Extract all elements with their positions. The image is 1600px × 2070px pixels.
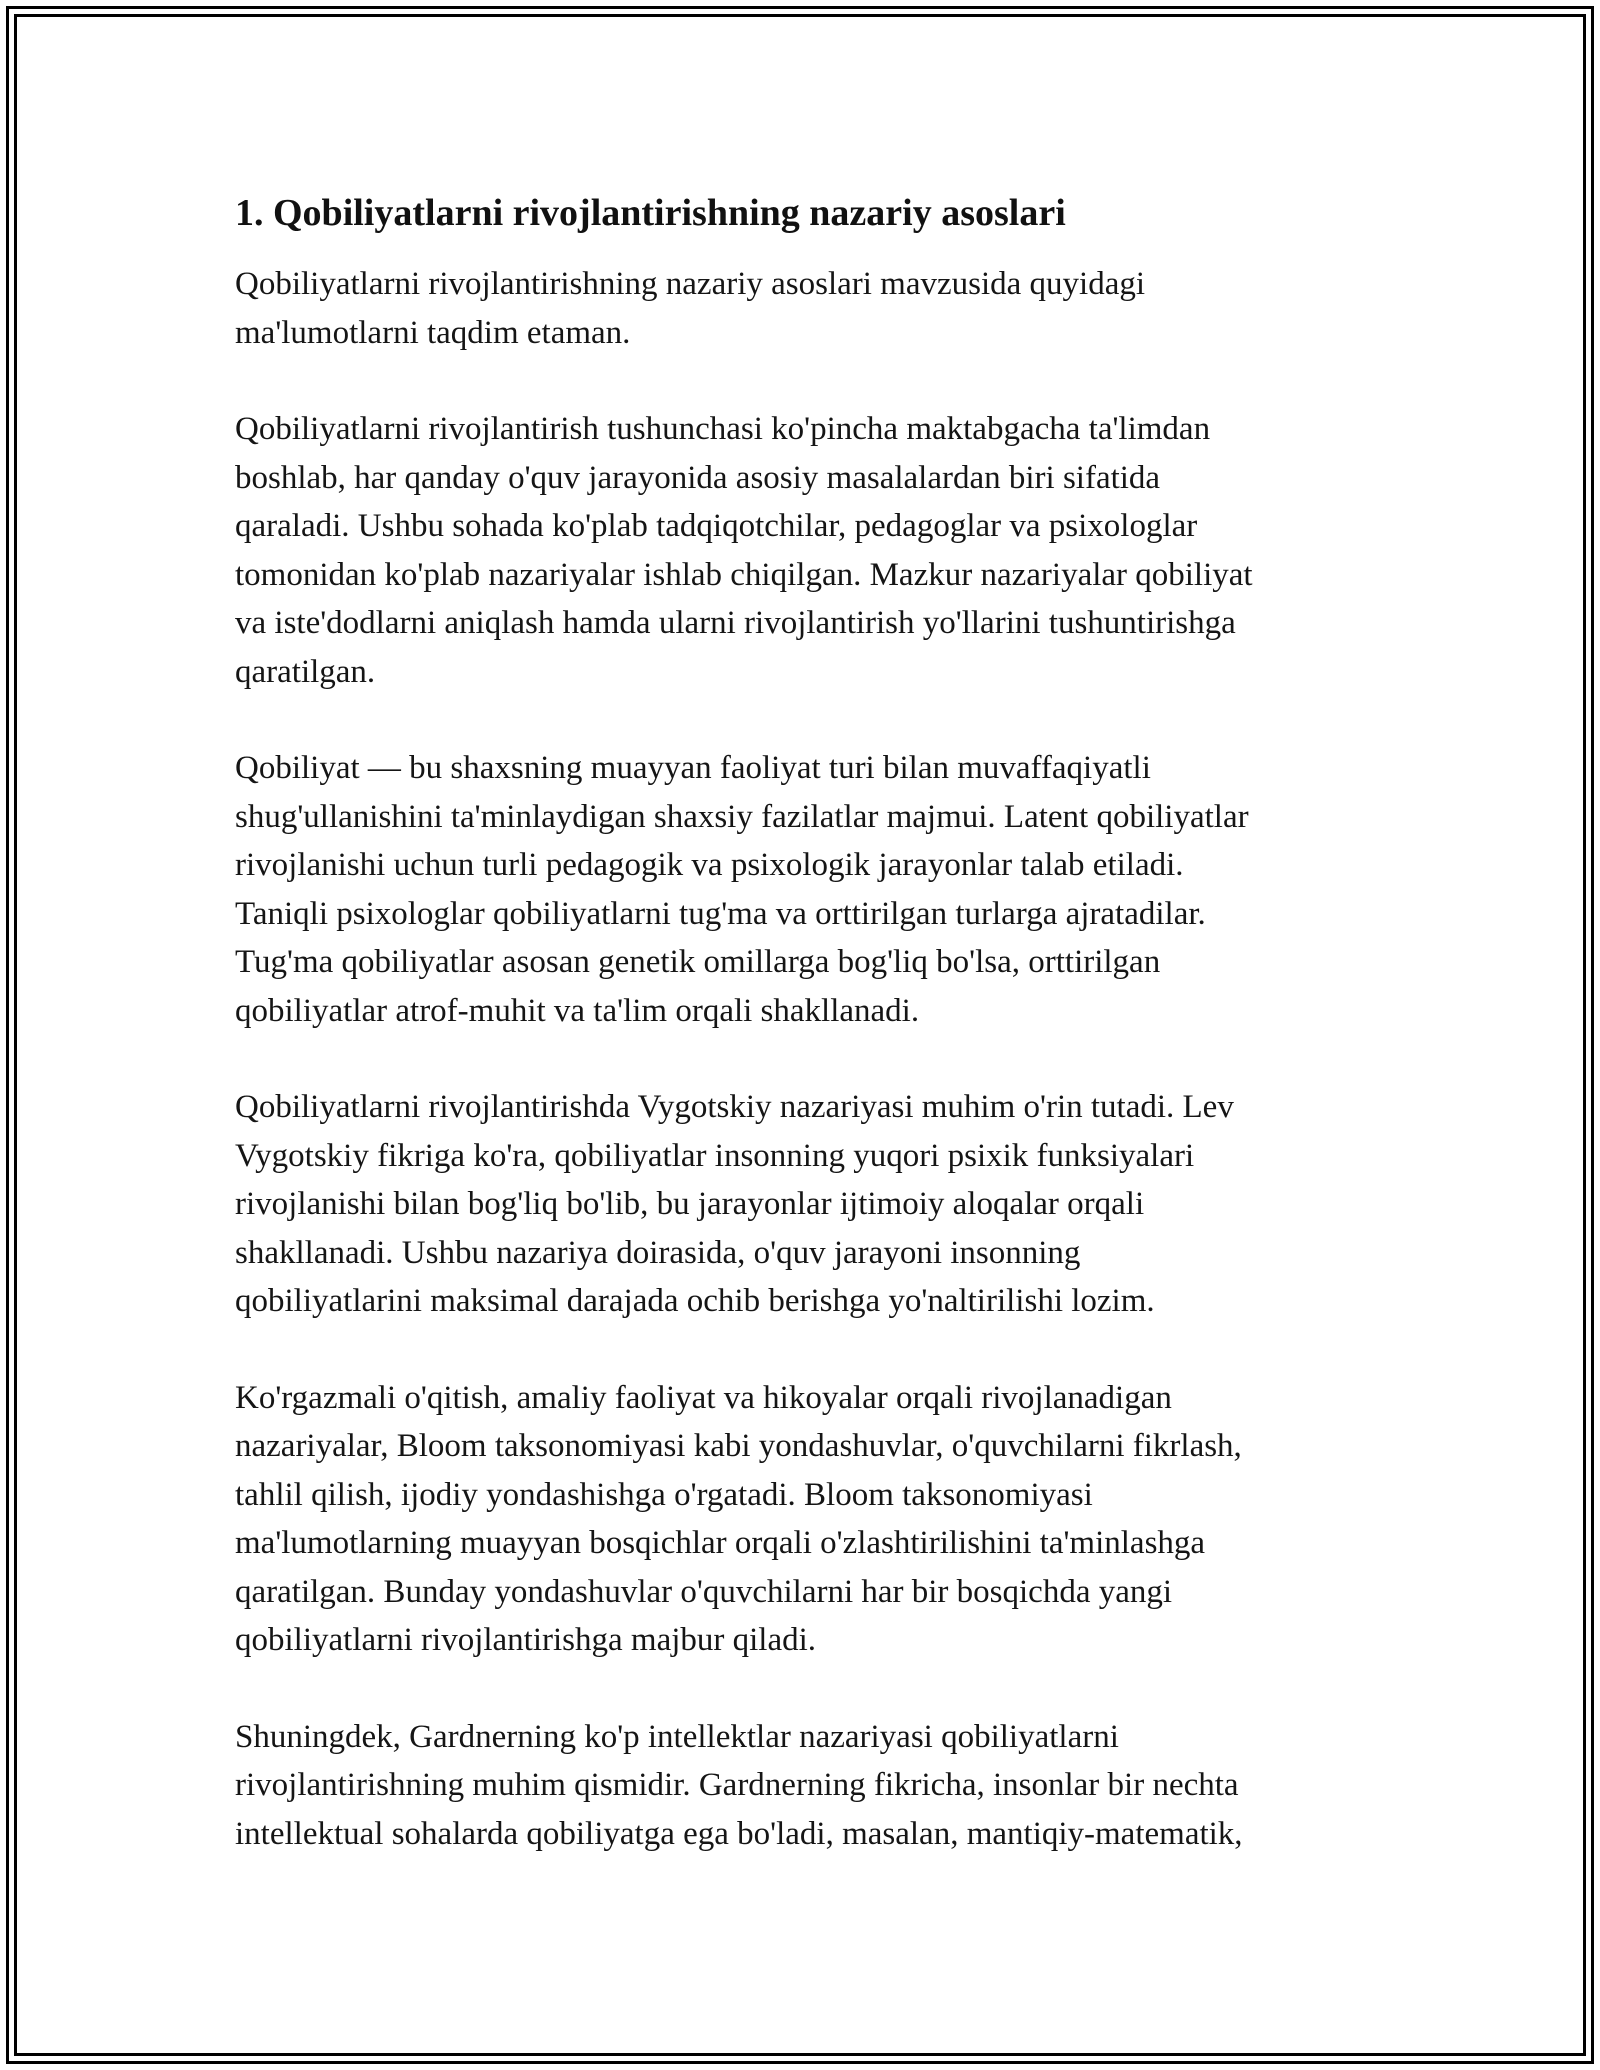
text-line: Tug'ma qobiliyatlar asosan genetik omillarga bog'liq bo'lsa, orttirilgan — [235, 944, 1161, 980]
text-line: rivojlanishi bilan bog'liq bo'lib, bu jarayonlar ijtimoiy aloqalar orqali — [235, 1186, 1145, 1222]
text-line: qaratilgan. — [235, 653, 376, 690]
text-line: Qobiliyatlarni rivojlantirish tushunchasi ko'pincha maktabgacha ta'limdan — [235, 411, 1211, 447]
text-line: tahlil qilish, ijodiy yondashishga o'rgatadi. Bloom taksonomiyasi — [235, 1476, 1093, 1513]
text-line: Qobiliyatlarni rivojlantirishning nazariy asoslari mavzusida quyidagi — [235, 266, 1146, 302]
text-line: qaraladi. Ushbu sohada ko'plab tadqiqotchilar, pedagoglar va psixologlar — [235, 508, 1198, 544]
text-line: qobiliyatlarini maksimal darajada ochib berishga yo'naltirilishi lozim. — [235, 1283, 1155, 1319]
text-line: ma'lumotlarning muayyan bosqichlar orqali o'zlashtirilishini ta'minlashga — [235, 1525, 1206, 1561]
text-line: Taniqli psixologlar qobiliyatlarni tug'ma va orttirilgan turlarga ajratadilar. — [235, 895, 1206, 932]
paragraph-5 — [235, 1374, 1375, 1665]
text-line: Qobiliyat — bu shaxsning muayyan faoliyat turi bilan muvaffaqiyatli — [235, 750, 1151, 786]
text-line: ma'lumotlarni taqdim etaman. — [235, 314, 631, 351]
text-line: rivojlantirishning muhim qismidir. Gardnerning fikricha, insonlar bir nechta — [235, 1767, 1239, 1803]
document-body — [235, 188, 1375, 1906]
text-line: nazariyalar, Bloom taksonomiyasi kabi yondashuvlar, o'quvchilarni fikrlash, — [235, 1428, 1242, 1464]
text-line: rivojlanishi uchun turli pedagogik va psixologik jarayonlar talab etiladi. — [235, 847, 1184, 883]
paragraph-1 — [235, 260, 1375, 357]
paragraph-list — [235, 260, 1375, 1858]
text-line: qaratilgan. Bunday yondashuvlar o'quvchilarni har bir bosqichda yangi — [235, 1573, 1173, 1610]
text-line: qobiliyatlarni rivojlantirishga majbur qiladi. — [235, 1622, 817, 1658]
text-line: Ko'rgazmali o'qitish, amaliy faoliyat va hikoyalar orqali rivojlanadigan — [235, 1379, 1172, 1416]
document-title: 1. Qobiliyatlarni rivojlantirishning nazariy asoslari — [235, 192, 1066, 234]
paragraph-4 — [235, 1083, 1375, 1326]
text-line: boshlab, har qanday o'quv jarayonida asosiy masalalardan biri sifatida — [235, 459, 1161, 496]
text-line: shug'ullanishini ta'minlaydigan shaxsiy fazilatlar majmui. Latent qobiliyatlar — [235, 798, 1249, 835]
text-line: va iste'dodlarni aniqlash hamda ularni rivojlantirish yo'llarini tushuntirishga — [235, 605, 1236, 641]
text-line: tomonidan ko'plab nazariyalar ishlab chiqilgan. Mazkur nazariyalar qobiliyat — [235, 556, 1253, 593]
paragraph-3 — [235, 744, 1375, 1035]
paragraph-2 — [235, 405, 1375, 696]
text-line: qobiliyatlar atrof-muhit va ta'lim orqali shakllanadi. — [235, 992, 920, 1029]
text-line: Shuningdek, Gardnerning ko'p intellektlar nazariyasi qobiliyatlarni — [235, 1718, 1119, 1755]
text-line: Qobiliyatlarni rivojlantirishda Vygotskiy nazariyasi muhim o'rin tutadi. Lev — [235, 1089, 1234, 1125]
text-line: intellektual sohalarda qobiliyatga ega bo'ladi, masalan, mantiqiy-matematik, — [235, 1815, 1243, 1852]
text-line: Vygotskiy fikriga ko'ra, qobiliyatlar insonning yuqori psixik funksiyalari — [235, 1137, 1195, 1174]
text-line: shakllanadi. Ushbu nazariya doirasida, o'quv jarayoni insonning — [235, 1234, 1081, 1271]
paragraph-6 — [235, 1713, 1375, 1859]
